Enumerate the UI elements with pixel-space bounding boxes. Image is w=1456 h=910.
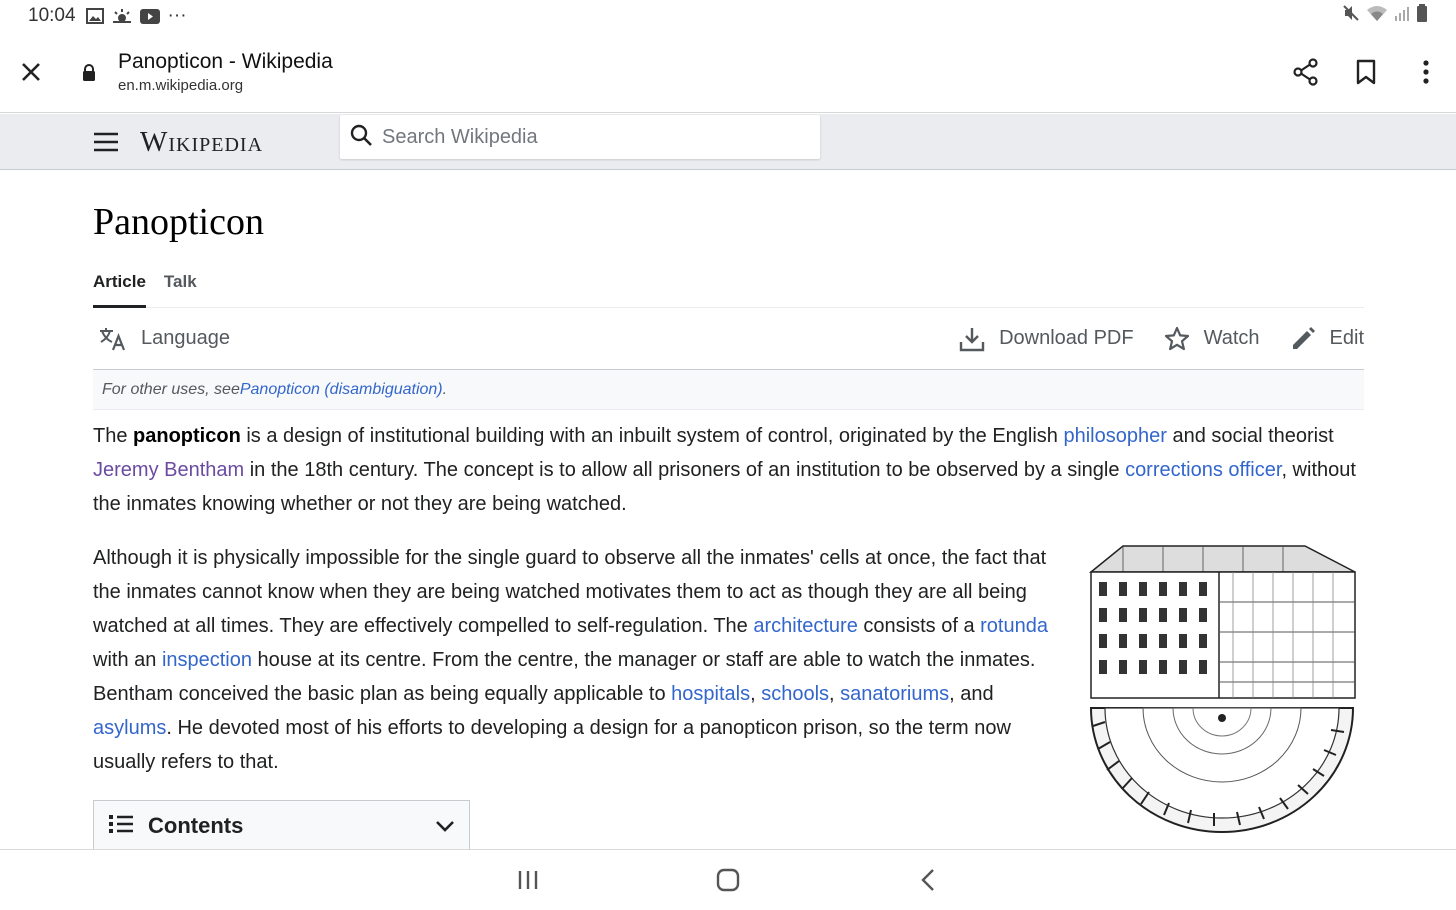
- browser-page-title: Panopticon - Wikipedia: [118, 50, 333, 73]
- text-run: house at its centre. From the centre, the manager or staff are able to watch the inmates. Bentham conceived the basic plan as being equally applicable to: [93, 649, 1036, 705]
- bold-term: panopticon: [133, 425, 241, 447]
- language-label: Language: [141, 327, 230, 349]
- link-sanatoriums[interactable]: sanatoriums: [840, 683, 950, 705]
- paragraph-intro: [93, 419, 1364, 521]
- paragraph-second: [93, 541, 1058, 779]
- more-status-icon: ···: [167, 5, 187, 26]
- system-nav-bar: [0, 849, 1456, 910]
- close-icon[interactable]: [0, 41, 62, 103]
- edit-button[interactable]: [1290, 326, 1364, 352]
- text-run: Although it is physically impossible for the single guard to observe all the inmates' cells at once, the fact that the inmates cannot know when they are being watched motivates them to act as though they are all being watched at all times. They are effectively compelled to self-regulation. The: [93, 547, 1047, 637]
- link-asylums[interactable]: asylums: [93, 717, 167, 739]
- download-pdf-label: Download PDF: [999, 327, 1134, 349]
- battery-icon: [1416, 4, 1428, 28]
- disambiguation-link[interactable]: Panopticon (disambiguation): [239, 380, 443, 398]
- tab-talk[interactable]: Talk: [163, 272, 197, 291]
- text-run: . He devoted most of his efforts to developing a design for a panopticon prison, so the term now usually refers to that.: [93, 717, 1011, 773]
- back-icon[interactable]: [898, 850, 958, 910]
- signal-icon: [1394, 5, 1410, 27]
- page-tabs: [93, 268, 1364, 308]
- edit-label: Edit: [1329, 327, 1364, 349]
- watch-button[interactable]: [1164, 326, 1260, 351]
- text-run: in the 18th century. The concept is to allow all prisoners of an institution to be observed by a single: [244, 459, 1126, 481]
- language-button[interactable]: [99, 327, 230, 351]
- text-run: and social theorist: [1166, 425, 1334, 447]
- menu-icon[interactable]: [92, 128, 120, 156]
- page-title: Panopticon: [93, 201, 264, 243]
- wiki-header: [0, 114, 1456, 170]
- wikipedia-wordmark[interactable]: Wikipedia: [140, 126, 264, 158]
- gallery-icon: [86, 8, 104, 24]
- browser-toolbar: [0, 32, 1456, 113]
- text-run: , and: [949, 683, 994, 705]
- download-icon: [959, 326, 985, 352]
- text-run: , without the inmates knowing whether or not they are being watched.: [93, 459, 1356, 515]
- star-icon: [1164, 326, 1190, 351]
- contents-label: Contents: [148, 813, 244, 838]
- watch-label: Watch: [1203, 327, 1260, 349]
- hatnote: [93, 370, 1364, 410]
- text-run: is a design of institutional building with an inbuilt system of control, originated by the English: [240, 425, 1064, 447]
- link-corrections-officer[interactable]: corrections officer: [1125, 459, 1282, 481]
- more-vert-icon[interactable]: [1396, 42, 1456, 102]
- link-schools[interactable]: schools: [761, 683, 830, 705]
- link-hospitals[interactable]: hospitals: [671, 683, 751, 705]
- panopticon-illustration[interactable]: [1083, 542, 1365, 834]
- text-run: consists of a: [857, 615, 981, 637]
- chevron-down-icon: [435, 820, 455, 832]
- mute-icon: [1342, 4, 1360, 28]
- tab-article[interactable]: Article: [93, 268, 146, 308]
- status-bar: [0, 0, 1456, 32]
- link-philosopher[interactable]: philosopher: [1063, 425, 1167, 447]
- bookmark-icon[interactable]: [1336, 42, 1396, 102]
- browser-domain: en.m.wikipedia.org: [118, 77, 244, 94]
- lock-icon: [82, 64, 96, 81]
- youtube-icon: [140, 9, 160, 24]
- text-run: The: [93, 425, 134, 447]
- contents-toggle[interactable]: [93, 800, 470, 852]
- text-run: ,: [750, 683, 762, 705]
- link-inspection[interactable]: inspection: [161, 649, 252, 671]
- hatnote-suffix: .: [442, 380, 448, 398]
- link-jeremy-bentham[interactable]: Jeremy Bentham: [93, 459, 245, 481]
- link-architecture[interactable]: architecture: [753, 615, 858, 637]
- text-run: with an: [93, 649, 162, 671]
- url-display[interactable]: [118, 50, 333, 94]
- search-icon: [350, 124, 372, 151]
- share-icon[interactable]: [1276, 42, 1336, 102]
- download-pdf-button[interactable]: [959, 326, 1134, 352]
- text-run: ,: [829, 683, 841, 705]
- hatnote-text: For other uses, see: [102, 380, 240, 398]
- link-rotunda[interactable]: rotunda: [980, 615, 1048, 637]
- page-actions: [93, 308, 1364, 370]
- weather-icon: [112, 8, 132, 24]
- recents-icon[interactable]: [498, 850, 558, 910]
- translate-icon: [99, 327, 127, 351]
- search-input[interactable]: [382, 126, 782, 149]
- list-icon: [108, 813, 134, 840]
- article-content: [93, 170, 1364, 838]
- status-time: 10:04: [28, 5, 76, 26]
- pencil-icon: [1290, 326, 1316, 352]
- wifi-icon: [1366, 4, 1388, 28]
- search-box[interactable]: [340, 115, 820, 159]
- home-icon[interactable]: [698, 850, 758, 910]
